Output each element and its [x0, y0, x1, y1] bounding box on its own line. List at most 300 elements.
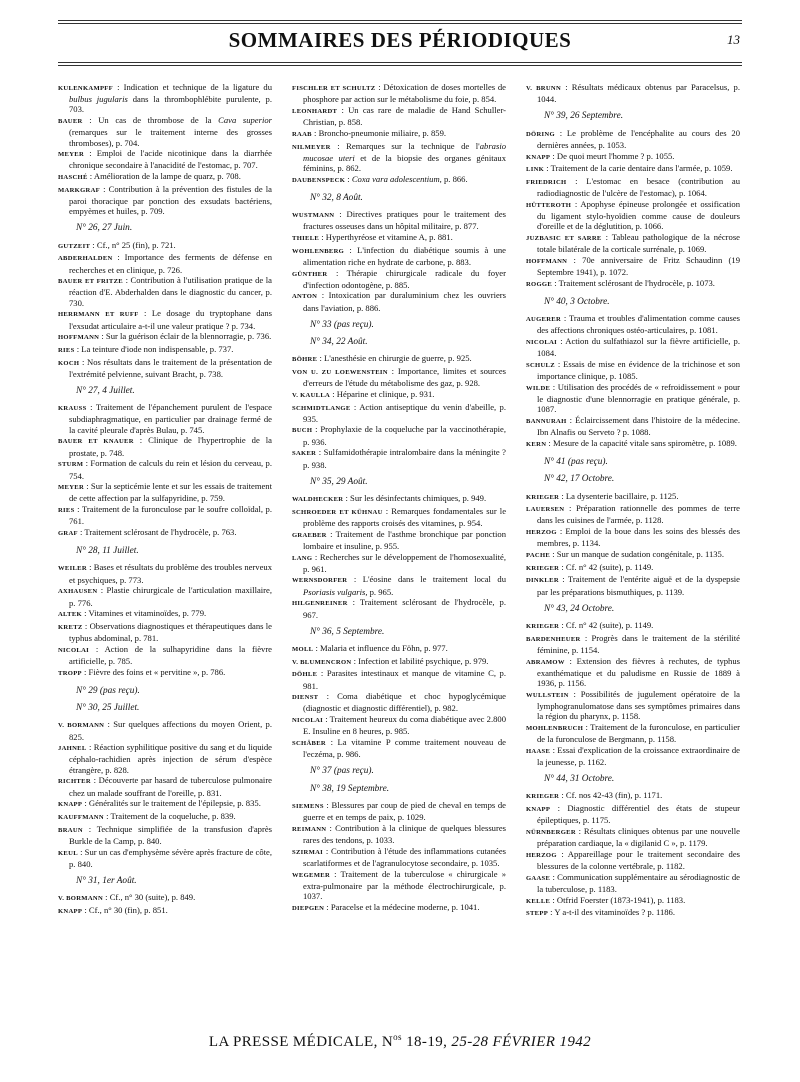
entry-title: : Extension des fièvres à rechutes, de typhus exanthématique et du paludisme en Russie de 1889 à 1936, p. 1156. [537, 655, 740, 689]
issue-heading: N° 44, 31 Octobre. [544, 774, 615, 785]
entry-title-italic: bulbus jugularis [69, 94, 128, 105]
article-entry [292, 82, 506, 104]
entry-author: KEUL [58, 849, 78, 857]
entry-author: STEPP [526, 910, 549, 918]
entry-author: DIENST [292, 694, 319, 702]
entry-author: V. BORMANN [58, 722, 105, 730]
entry-title: : Le dosage du tryptophane dans l'exsudat articulaire a-t-il une valeur pratique ? p. 734. [69, 308, 272, 331]
entry-author: WERNSDORFER [292, 577, 348, 585]
entry-author: ABDERHALDEN [58, 255, 113, 263]
entry-title: : Traitement sclérosant de l'hydrocèle, p. 967. [303, 597, 506, 620]
header-rule-bottom-2 [58, 65, 742, 66]
entry-title: : Apophyse épineuse prolongée et ossification du ligament stylo-hyoïdien comme cause de douleurs d'oreille et de la déglutition, p. 1066. [537, 198, 740, 232]
article-entry [58, 608, 272, 620]
article-entry [292, 366, 506, 388]
article-entry [58, 798, 272, 810]
entry-title: : Contribution à l'utilisation pratique de la réaction d'E. Abderhalden dans le diagnostic du cancer, p. 730. [69, 275, 272, 308]
entry-title: : Importance, limites et sources d'erreurs de l'étude du métabolisme des gaz, p. 928. [303, 365, 506, 389]
article-entry [526, 872, 740, 894]
issue-heading: N° 34, 22 Août. [310, 337, 368, 348]
entry-title-italic: Psoriasis vulgaris [303, 586, 366, 597]
entry-author: STURM [58, 461, 84, 469]
page-number: 13 [727, 32, 740, 47]
entry-title: : Sur un manque de sudation congénitale, p. 1135. [550, 549, 725, 560]
article-entry [58, 892, 272, 904]
entry-author: NÜRNBERGER [526, 828, 576, 836]
entry-author: BAUER ET FRITZE [58, 278, 123, 286]
entry-author: KRIEGER [526, 493, 560, 501]
entry-author: SCHROEDER ET KÜHNAU [292, 508, 383, 516]
article-entry [292, 800, 506, 822]
entry-author: WALDHECKER [292, 496, 344, 503]
entry-title: : Amélioration de la lampe de quarz, p. 708. [87, 171, 241, 182]
entry-title: : Observations diagnostiques et thérapeutiques dans le typhus abdominal, p. 781. [69, 620, 272, 644]
entry-author: DIEPGEN [292, 904, 325, 912]
article-entry [526, 656, 740, 689]
entry-title: : Cf. n° 42 (suite), p. 1149. [559, 620, 654, 631]
header-rule-top [58, 20, 742, 21]
article-entry [58, 562, 272, 584]
article-entry [526, 722, 740, 744]
article-entry [526, 415, 740, 437]
entry-title: : Formation de calculs du rein et lésion du cerveau, p. 754. [69, 458, 272, 481]
entry-author: HERZOG [526, 851, 557, 859]
article-entry [58, 458, 272, 480]
entry-title: : Héparine et clinique, p. 931. [330, 388, 435, 399]
entry-author: HOFFMANN [526, 257, 568, 265]
article-entry [292, 290, 506, 312]
entry-author: ROGGE [526, 280, 553, 288]
entry-title: : Emploi de la boue dans les soins des blessés des membres, p. 1134. [537, 526, 740, 549]
article-entry [526, 255, 740, 277]
article-entry [292, 128, 506, 140]
entry-title: : Un cas de thrombose de la [82, 115, 219, 126]
entry-title-italic: Coxa vara adolescentium [351, 173, 440, 184]
entry-author: NICOLAI [292, 717, 324, 725]
article-entry [292, 691, 506, 713]
entry-author: KNAPP [526, 153, 551, 161]
entry-author: GAASE [526, 874, 551, 882]
issue-heading: N° 42, 17 Octobre. [544, 474, 615, 485]
entry-author: HILGENREINER [292, 600, 348, 608]
article-entry [526, 359, 740, 381]
entry-title: : Otfrid Foerster (1873-1941), p. 1183. [550, 894, 686, 905]
entry-title: : Parasites intestinaux et manque de vitamine C, p. 981. [303, 668, 506, 691]
entry-author: LINK [526, 166, 545, 174]
article-entry [526, 689, 740, 722]
entry-title: : La teinture d'iode non indispensable, p. 737. [74, 343, 234, 354]
entry-author: GÜNTHER [292, 270, 328, 278]
article-entry [292, 353, 506, 365]
entry-title: dans la thrombophlébite purulente, p. 703. [69, 94, 272, 115]
entry-title: : Traitement de la furonculose, en particulier de la furonculose de Bergmann, p. 1158. [537, 721, 740, 745]
entry-title: : L'infection du diabétique soumis à une alimentation riche en hydrate de carbone, p. 883. [303, 244, 506, 267]
entry-author: KNAPP [58, 907, 83, 915]
entry-author: DAUBENSPECK [292, 176, 346, 184]
footer-numbers: 18-19, [401, 1034, 448, 1050]
entry-title: : La dysenterie bacillaire, p. 1125. [559, 490, 679, 501]
article-entry [58, 344, 272, 356]
entry-author: MOLL [292, 645, 314, 653]
entry-author: DÖRING [526, 130, 555, 138]
entry-title: : Généralités sur le traitement de l'épilepsie, p. 835. [82, 798, 261, 809]
entry-author: RICHTER [58, 778, 91, 786]
footer-numbers-sup: os [393, 1032, 402, 1042]
entry-title: : Progrès dans le traitement de la stérilité féminine, p. 1154. [537, 632, 740, 655]
article-entry [58, 719, 272, 741]
article-entry [526, 491, 740, 503]
article-entry [58, 585, 272, 607]
entry-title: : Traitement de la tuberculose « chirurgicale » extra-pulmonaire par la méthode électrochirurgicale, p. 1037. [303, 868, 506, 901]
article-entry [292, 232, 506, 244]
entry-author: BUCH [292, 427, 313, 435]
article-entry [292, 574, 506, 596]
article-entry [526, 895, 740, 907]
entry-author: WOHLENBERG [292, 247, 345, 255]
article-entry [292, 823, 506, 845]
article-entry [526, 128, 740, 150]
entry-title: : Contribution à la clinique de quelques blessures rares des tendons, p. 1033. [303, 822, 506, 845]
article-entry [526, 574, 740, 596]
entry-title: : Le problème de l'encéphalite au cours des 20 dernières années, p. 1053. [537, 127, 740, 150]
entry-title: : Sur les désinfectants chimiques, p. 949. [343, 493, 487, 503]
entry-author: BANNURAH [526, 417, 567, 425]
issue-heading: N° 39, 26 Septembre. [544, 111, 624, 122]
entry-title: : Infection et labilité psychique, p. 979. [351, 655, 489, 666]
entry-author: DÖHLE [292, 671, 318, 679]
entry-title: : De quoi meurt l'homme ? p. 1055. [550, 150, 675, 161]
entry-title: : Cf., n° 25 (fin), p. 721. [90, 239, 176, 250]
entry-title: , p. 866. [439, 173, 468, 184]
entry-author: WILDE [526, 384, 551, 392]
article-entry [526, 199, 740, 232]
entry-title: : Intoxication par duraluminium chez les ouvriers dans l'aviation, p. 886. [303, 290, 506, 313]
entry-title: : L'estomac en besace (contribution au radiodiagnostic de l'ulcère de l'estomac), p. 1064. [537, 175, 740, 199]
entry-author: AUGERER [526, 316, 562, 324]
article-entry [526, 278, 740, 290]
entry-title: , p. 965. [365, 586, 394, 597]
entry-title: : Cf., n° 30 (fin), p. 851. [82, 904, 168, 915]
article-entry [526, 907, 740, 919]
entry-title: : 70e anniversaire de Fritz Schaudinn (19 Septembre 1941), p. 1072. [537, 254, 740, 278]
entry-title: : Trauma et troubles d'alimentation comme causes des affections chroniques ostéo-articulaires, p. 1081. [537, 313, 740, 336]
article-entry [526, 382, 740, 415]
entry-title: et de la biopsie des organes génitaux féminins, p. 862. [303, 152, 507, 173]
entry-author: SZIRMAI [292, 848, 324, 856]
entry-title: : Action de la sulhapyridine dans la fièvre artificielle, p. 785. [69, 643, 272, 667]
entry-title: : Plastie chirurgicale de l'articulation maxillaire, p. 776. [69, 585, 272, 608]
article-entry [526, 176, 740, 198]
issue-heading: N° 26, 27 Juin. [76, 223, 133, 234]
entry-title: : Utilisation des procédés de « refroidissement » pour le diagnostic d'une blennorragie en pratique générale, p. 1087. [537, 381, 740, 415]
entry-title: : Broncho-pneumonie miliaire, p. 859. [311, 127, 447, 138]
footer-dates: 25-28 FÉVRIER 1942 [447, 1034, 592, 1050]
entry-author: GUTZEIT [58, 242, 91, 250]
entry-author: BRAUN [58, 826, 83, 834]
entry-author: SCHULZ [526, 361, 555, 369]
entry-author: NILMEYER [292, 143, 331, 151]
article-entry [58, 184, 272, 217]
article-entry [292, 506, 506, 528]
entry-title: : Traitement de la carie dentaire dans l'armée, p. 1059. [544, 163, 733, 174]
entry-author: HERRMANN ET RUFF [58, 311, 139, 319]
entry-title: : L'éosine dans le traitement local du [347, 574, 506, 585]
article-entry [58, 275, 272, 308]
entry-author: HASCHÉ [58, 174, 88, 182]
article-entry [526, 549, 740, 561]
entry-author: KULENKAMPFF [58, 85, 113, 92]
article-entry [58, 148, 272, 170]
entry-title: : Hyperthyréose et vitamine A, p. 881. [319, 231, 453, 242]
entry-title: : Essai d'explication de la croissance extraordinaire de la jeunesse, p. 1162. [537, 744, 740, 767]
article-entry [526, 336, 740, 358]
article-entry [58, 331, 272, 343]
entry-author: HERZOG [526, 529, 557, 537]
article-entry [526, 562, 740, 574]
entry-title: : Remarques sur la technique de l' [330, 140, 480, 151]
article-entry [58, 742, 272, 775]
entry-title: : Traitement de la furonculose par le soufre colloïdal, p. 761. [69, 504, 272, 527]
entry-author: GRAF [58, 530, 78, 538]
entry-author: PACHE [526, 552, 551, 560]
entry-title: : [345, 173, 352, 184]
entry-author: SCHMIDTLANGE [292, 404, 351, 412]
entry-author: BARDENHEUER [526, 635, 581, 643]
entry-author: SAKER [292, 450, 317, 458]
article-entry [58, 527, 272, 539]
entry-author: MARKGRAF [58, 186, 100, 194]
entry-title: : Traitement de l'asthme bronchique par ponction lombaire et insuline, p. 955. [303, 528, 506, 551]
entry-author: MOHLENBRUCH [526, 724, 584, 732]
header-rule-top-2 [58, 23, 742, 24]
issue-heading: N° 35, 29 Août. [310, 476, 368, 487]
entry-title: : Malaria et influence du Föhn, p. 977. [313, 642, 448, 653]
entry-title: : Remarques fondamentales sur le problème des rapports croisés des vitamines, p. 954. [303, 505, 507, 528]
article-entry [292, 714, 506, 736]
entry-author: KRIEGER [526, 623, 560, 631]
entry-author: RIES [58, 507, 75, 515]
entry-title: : Vitamines et vitaminoïdes, p. 779. [81, 608, 207, 619]
entry-author: BAUER ET KNAUER [58, 438, 134, 446]
entry-author: NICOLAI [526, 339, 558, 347]
article-entry [292, 268, 506, 290]
article-entry [292, 552, 506, 574]
entry-title: (remarques sur le traitement interne des grosses thromboses), p. 704. [69, 127, 272, 148]
article-entry [292, 493, 506, 505]
article-entry [58, 504, 272, 526]
entry-title: : Paracelse et la médecine moderne, p. 1041. [324, 901, 480, 912]
entry-author: KNAPP [526, 806, 551, 814]
entry-title: : Cf. n° 42 (suite), p. 1149. [559, 561, 654, 572]
issue-heading: N° 33 (pas reçu). [310, 319, 374, 330]
article-entry [292, 447, 506, 469]
article-entry [526, 503, 740, 525]
entry-author: V. BORMANN [58, 895, 104, 903]
entry-title: : Bases et résultats du problème des troubles nerveux et psychiques, p. 773. [69, 562, 272, 585]
entry-title: : Un cas rare de maladie de Hand Schuller-Christian, p. 858. [303, 104, 506, 128]
page-title: SOMMAIRES DES PÉRIODIQUES [228, 28, 572, 52]
entry-author: KELLE [526, 897, 551, 905]
issue-heading: N° 31, 1er Août. [76, 876, 137, 886]
entry-title-italic: abrasio mucosae uteri [303, 140, 506, 163]
entry-author: KOCH [58, 359, 80, 367]
entry-author: SCHÄBER [292, 740, 326, 748]
entry-title: : Essais de mise en évidence de la trichinose et son importance clinique, p. 1085. [537, 358, 740, 382]
article-entry [58, 847, 272, 869]
entry-title: : Sur la guérison éclair de la blennorragie, p. 736. [99, 331, 272, 342]
article-entry [292, 656, 506, 668]
entry-title: : Traitement de l'entérite aiguë et de la dyspepsie par les préparations bismuthiques, p. 1139. [537, 574, 740, 597]
article-entry [58, 402, 272, 435]
article-entry [526, 232, 740, 254]
entry-author: SIEMENS [292, 802, 324, 810]
entry-title: : Traitement de l'épanchement purulent de l'espace subdiaphragmatique, en particulier par drainage fermé de la cavité pleurale d'après Bulau, p. 745. [69, 402, 272, 435]
issue-heading: N° 30, 25 Juillet. [76, 703, 140, 714]
issue-heading: N° 32, 8 Août. [310, 192, 363, 203]
article-entry [58, 481, 272, 503]
article-entry [292, 846, 506, 868]
issue-heading: N° 43, 24 Octobre. [544, 603, 615, 614]
entry-title: : Prophylaxie de la coqueluche par la vaccinothérapie, p. 936. [303, 424, 506, 447]
entry-author: MEYER [58, 484, 85, 492]
entry-author: WEILER [58, 565, 87, 573]
article-entry [526, 526, 740, 548]
entry-title: : Emploi de l'acide nicotinique dans la diarrhée chronique secondaire à l'anacidité de l'estomac, p. 707. [69, 148, 272, 171]
entry-title-italic: Cava superior [218, 115, 272, 126]
entry-title: : Appareillage pour le traitement secondaire des blessures de la colonne vertébrale, p. 1182. [537, 848, 740, 872]
entry-author: BÖHRE [292, 356, 318, 364]
entry-author: NICOLAI [58, 646, 90, 654]
footer-journal: LA PRESSE MÉDICALE, N [208, 1034, 394, 1050]
article-entry [292, 424, 506, 446]
entry-title: : Résultats cliniques obtenus par une nouvelle préparation cardiaque, la « digilanid C », p. 1179. [537, 825, 740, 849]
article-entry [526, 633, 740, 655]
entry-title: : Nos résultats dans le traitement de la présentation de l'extrémité pelvienne, suivant Bracht, p. 738. [69, 356, 272, 379]
issue-heading: N° 38, 19 Septembre. [310, 783, 390, 794]
article-entry [58, 905, 272, 917]
page-header [58, 26, 742, 54]
article-entry [292, 209, 506, 231]
article-entry [526, 849, 740, 871]
entry-author: KERN [526, 440, 547, 448]
entry-author: LAUERSEN [526, 506, 565, 514]
article-entry [292, 174, 506, 186]
entry-author: KRAUSS [58, 405, 87, 413]
entry-title: : Y a-t-il des vitaminoïdes ? p. 1186. [548, 907, 676, 918]
entry-author: MEYER [58, 151, 85, 159]
entry-title: : Réaction syphilitique positive du sang et du liquide céphalo-rachidien après injection de sérum d'espèce étrangère, p. 828. [69, 742, 272, 775]
article-entry [58, 644, 272, 666]
entry-title: : Traitement sclérosant de l'hydrocèle, p. 1073. [552, 277, 715, 288]
issue-heading: N° 41 (pas reçu). [544, 457, 608, 468]
article-entry [58, 435, 272, 457]
column-1 [58, 82, 272, 918]
entry-title: : Sur quelques affections du moyen Orient, p. 825. [69, 719, 272, 742]
entry-title: : Indication et technique de la ligature du [112, 82, 272, 92]
article-entry [292, 597, 506, 619]
issue-heading: N° 29 (pas reçu). [76, 685, 140, 696]
entry-author: FISCHLER ET SCHULTZ [292, 85, 376, 92]
entry-author: LANG [292, 554, 313, 562]
article-entry [526, 826, 740, 848]
entry-author: HAASE [526, 747, 551, 755]
article-entry [58, 82, 272, 115]
article-entry [58, 811, 272, 823]
entry-title: : La vitamine P comme traitement nouveau de l'eczéma, p. 986. [303, 737, 506, 760]
article-entry [526, 82, 740, 104]
entry-author: DINKLER [526, 577, 559, 585]
entry-title: : Clinique de l'hypertrophie de la prostate, p. 748. [69, 435, 272, 458]
entry-title: : Tableau pathologique de la nécrose totale bilatérale de la corticale surrénale, p. 1069. [537, 231, 740, 255]
article-entry [292, 737, 506, 759]
entry-author: WULLSTEIN [526, 691, 569, 699]
entry-title: : Traitement sclérosant de l'hydrocèle, p. 763. [77, 527, 237, 538]
issue-heading: N° 28, 11 Juillet. [76, 546, 139, 557]
entry-title: : Traitement heureux du coma diabétique avec 2.800 E. Insuline en 8 heures, p. 985. [303, 714, 506, 737]
article-entry [526, 438, 740, 450]
article-entry [292, 902, 506, 914]
entry-title: : Thérapie chirurgicale radicale du foyer d'infection odontogène, p. 885. [303, 267, 506, 290]
entry-author: KRIEGER [526, 564, 560, 572]
article-entry [292, 389, 506, 401]
entry-author: HOFFMANN [58, 334, 100, 342]
article-entry [58, 240, 272, 252]
entry-author: REIMANN [292, 825, 327, 833]
entry-author: RIES [58, 346, 75, 354]
entry-author: ALTEK [58, 611, 82, 619]
article-entry [292, 529, 506, 551]
entry-title: : Sur un cas d'emphysème sévère après fracture de côte, p. 840. [69, 846, 272, 869]
entry-title: : Traitement de la coqueluche, p. 839. [103, 810, 236, 821]
entry-author: AXHAUSEN [58, 588, 98, 596]
entry-title: : Éclaircissement dans l'histoire de la médecine. Ibn Alnafis ou Serveto ? p. 1088. [537, 414, 740, 438]
entry-title: : Contribution à la prévention des fistules de la paroi thoracique par ponction des exsudats bactériens, empyèmes et huiles, p. 709. [69, 183, 272, 217]
issue-heading: N° 36, 5 Septembre. [310, 626, 385, 637]
entry-title: : Recherches sur le développement de l'homosexualité, p. 961. [303, 551, 506, 574]
article-entry [292, 668, 506, 690]
entry-title: : Coma diabétique et choc hypoglycémique (diagnostic et diagnostic différentiel), p. 982. [303, 691, 506, 714]
entry-author: KAUFFMANN [58, 813, 104, 821]
article-entry [526, 163, 740, 175]
entry-author: KNAPP [58, 801, 83, 809]
article-entry [292, 141, 506, 174]
entry-title: : Importance des ferments de défense en recherches et en clinique, p. 726. [69, 252, 272, 275]
entry-title: : Découverte par hasard de tuberculose pulmonaire chez un malade souffrant de l'oreille, p. 831. [69, 775, 272, 798]
article-entry [58, 357, 272, 379]
entry-title: : Fièvre des foins et « pervitine », p. 786. [81, 666, 226, 677]
entry-title: : Technique simplifiée de la transfusion d'après Burkle de la Camp, p. 840. [69, 823, 272, 846]
article-entry [292, 869, 506, 902]
article-entry [58, 115, 272, 148]
entry-title: : Action du sulfathiazol sur la fièvre artificielle, p. 1084. [537, 336, 740, 359]
entry-author: ABRAMOW [526, 658, 565, 666]
issue-heading: N° 37 (pas reçu). [310, 766, 374, 777]
entry-author: VON U. ZU LOEWENSTEIN [292, 368, 388, 376]
entry-title: : Préparation rationnelle des pommes de terre dans les cuisines de l'armée, p. 1128. [537, 503, 740, 526]
article-entry [292, 245, 506, 267]
entry-title: : Communication supplémentaire au sérodiagnostic de la tuberculose, p. 1183. [537, 871, 740, 894]
entry-title: : Action antiseptique du venin d'abeille, p. 935. [303, 401, 506, 424]
article-entry [58, 252, 272, 274]
article-entry [526, 745, 740, 767]
entry-title: : Possibilités de jugulement opératoire de la lymphogranulomatose dans ses symptômes primaires dans la région du pharynx, p. 1158. [537, 688, 740, 722]
entry-author: V. BRUNN [526, 85, 562, 92]
entry-author: KRETZ [58, 623, 83, 631]
entry-title: : Directives pratiques pour le traitement des fractures osseuses dans un hôpital militaire, p. 877. [303, 209, 506, 232]
article-entry [58, 308, 272, 330]
entry-title: : Diagnostic différentiel des états de stupeur épileptiques, p. 1175. [537, 803, 740, 826]
entry-author: WEGEMER [292, 871, 331, 879]
